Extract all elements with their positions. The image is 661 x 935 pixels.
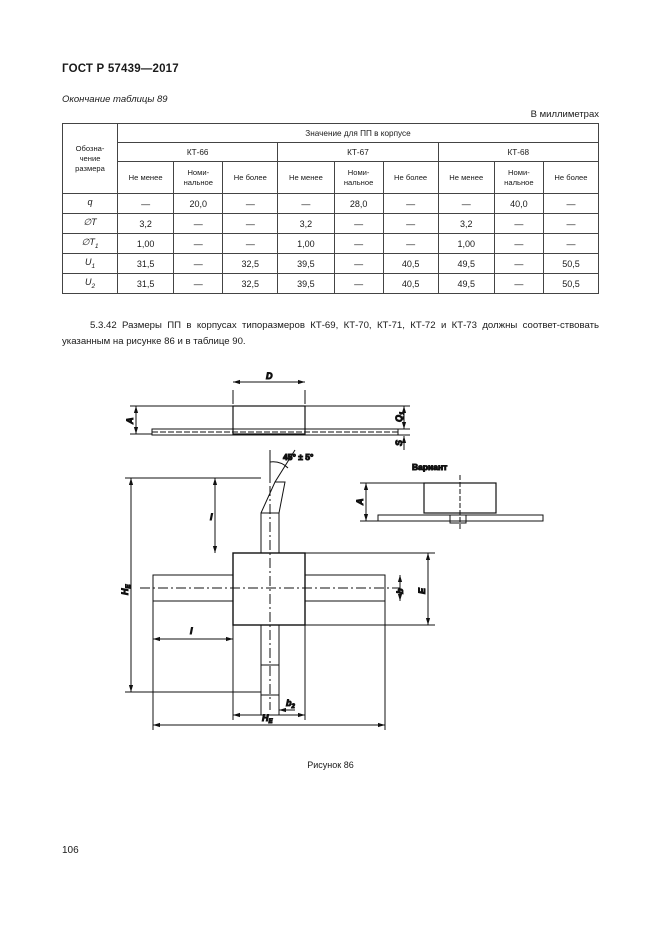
row-header-line: размера	[75, 163, 105, 173]
value-cell: —	[334, 274, 383, 294]
designation-cell: $U_1$	[63, 254, 118, 274]
subcol-header: Не более	[383, 162, 438, 194]
value-cell: 40,5	[383, 254, 438, 274]
value-cell: —	[383, 194, 438, 214]
value-cell: 49,5	[438, 254, 494, 274]
value-cell: 50,5	[543, 274, 598, 294]
dimension-lines	[125, 478, 435, 730]
value-cell: 3,2	[438, 214, 494, 234]
variant-view	[360, 475, 543, 530]
value-cell: 39,5	[278, 274, 334, 294]
value-cell: 1,00	[278, 234, 334, 254]
designation-cell: ∅T	[63, 214, 118, 234]
table-body	[63, 194, 599, 294]
value-cell: —	[174, 274, 223, 294]
label-s: S	[394, 439, 404, 446]
subcol-header: Не более	[543, 162, 598, 194]
value-cell: —	[334, 214, 383, 234]
value-cell: —	[174, 254, 223, 274]
subcol-header: Номи- нальное	[494, 162, 543, 194]
table-row	[63, 254, 599, 274]
label-b: b	[395, 588, 405, 594]
value-cell: —	[494, 234, 543, 254]
value-cell: 31,5	[118, 254, 174, 274]
dimensions-table	[62, 123, 599, 294]
value-cell: 40,5	[383, 274, 438, 294]
value-cell: —	[174, 214, 223, 234]
figure-caption: Рисунок 86	[307, 760, 354, 770]
label-angle: 45° ± 5°	[283, 452, 314, 462]
label-a-variant: A	[355, 498, 365, 505]
value-cell: —	[543, 214, 598, 234]
subcol-header: Не менее	[278, 162, 334, 194]
value-cell: —	[174, 234, 223, 254]
value-cell: 39,5	[278, 254, 334, 274]
value-cell: 50,5	[543, 254, 598, 274]
subcol-header: Не менее	[118, 162, 174, 194]
value-cell: —	[334, 234, 383, 254]
value-cell: 32,5	[223, 254, 278, 274]
value-cell: —	[438, 194, 494, 214]
units-note: В миллиметрах	[530, 109, 599, 120]
label-d: D	[266, 371, 273, 381]
value-cell: —	[223, 214, 278, 234]
table-caption: Окончание таблицы 89	[62, 94, 168, 105]
value-cell: —	[383, 214, 438, 234]
label-he-horizontal: $H_E$	[262, 713, 273, 725]
value-cell: 28,0	[334, 194, 383, 214]
label-l-vertical: l	[210, 512, 213, 522]
label-variant: Вариант	[412, 462, 448, 472]
designation-cell: q	[63, 194, 118, 214]
value-cell: —	[543, 234, 598, 254]
body-paragraph: 5.3.42 Размеры ПП в корпусах типоразмеров КТ-69, КТ-70, КТ-71, КТ-72 и КТ-73 должны соответ-ствовать указанным на рисунке 86 и в таблице 90.	[62, 320, 599, 347]
row-header-cell	[63, 124, 118, 194]
label-q1: $Q_1$	[394, 411, 406, 422]
package-header: КТ-67	[278, 143, 438, 162]
value-cell: 20,0	[174, 194, 223, 214]
value-cell: —	[494, 274, 543, 294]
designation-cell: $\emptyset T_1$	[63, 234, 118, 254]
package-header: КТ-66	[118, 143, 278, 162]
designation-cell: $U_2$	[63, 274, 118, 294]
page-number: 106	[62, 845, 79, 856]
value-cell: —	[223, 194, 278, 214]
document-standard-header: ГОСТ Р 57439—2017	[62, 63, 179, 75]
table-row	[63, 194, 599, 214]
row-header-line: Обозна-	[75, 143, 105, 153]
label-l-horizontal: l	[190, 626, 193, 636]
value-cell: —	[278, 194, 334, 214]
figure-86-drawing	[110, 370, 550, 730]
label-b2: $b_2$	[286, 698, 295, 710]
value-cell: 49,5	[438, 274, 494, 294]
label-a: A	[125, 417, 135, 424]
top-view	[140, 450, 400, 710]
table-row	[63, 214, 599, 234]
value-cell: 3,2	[118, 214, 174, 234]
table-row	[63, 234, 599, 254]
row-header-line: чение	[79, 153, 101, 163]
value-cell: 1,00	[438, 234, 494, 254]
value-cell: —	[334, 254, 383, 274]
value-cell: —	[543, 194, 598, 214]
value-cell: 40,0	[494, 194, 543, 214]
value-cell: —	[494, 254, 543, 274]
subcol-header: Не менее	[438, 162, 494, 194]
value-cell: —	[383, 234, 438, 254]
value-cell: 1,00	[118, 234, 174, 254]
value-cell: 31,5	[118, 274, 174, 294]
label-he-vertical: $H_E$	[120, 584, 132, 595]
table-row	[63, 274, 599, 294]
group-header: Значение для ПП в корпусе	[118, 124, 599, 143]
subcol-header: Не более	[223, 162, 278, 194]
value-cell: —	[223, 234, 278, 254]
subcol-header: Номи- нальное	[174, 162, 223, 194]
side-view	[130, 382, 410, 450]
value-cell: —	[494, 214, 543, 234]
value-cell: 32,5	[223, 274, 278, 294]
value-cell: —	[118, 194, 174, 214]
package-header: КТ-68	[438, 143, 598, 162]
subcol-header: Номи- нальное	[334, 162, 383, 194]
label-e: E	[417, 587, 427, 594]
value-cell: 3,2	[278, 214, 334, 234]
